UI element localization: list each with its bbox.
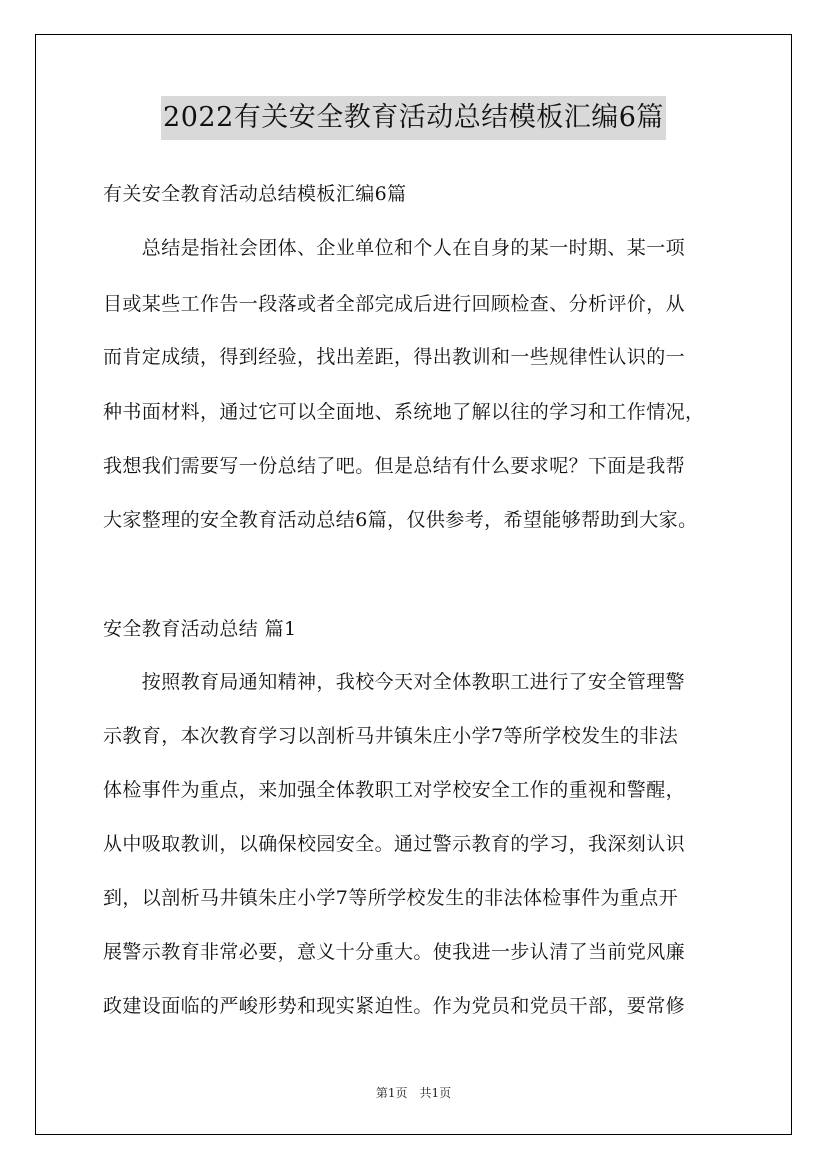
section-heading: 安全教育活动总结 篇1 [103,618,297,640]
document-title: 2022有关安全教育活动总结模板汇编6篇 [161,96,666,140]
intro-line: 目或某些工作告一段落或者全部完成后进行回顾检查、分析评价，从 [103,293,686,315]
section-line: 按照教育局通知精神，我校今天对全体教职工进行了安全管理警 [103,671,686,693]
document-subtitle: 有关安全教育活动总结模板汇编6篇 [103,183,407,205]
section-line: 政建设面临的严峻形势和现实紧迫性。作为党员和党员干部，要常修 [103,995,686,1017]
intro-line: 种书面材料，通过它可以全面地、系统地了解以往的学习和工作情况， [103,401,705,423]
section-line: 到，以剖析马井镇朱庄小学7等所学校发生的非法体检事件为重点开 [103,887,679,909]
intro-line: 而肯定成绩，得到经验，找出差距，得出教训和一些规律性认识的一 [103,346,686,368]
section-line: 从中吸取教训，以确保校园安全。通过警示教育的学习，我深刻认识 [103,833,686,855]
section-line: 示教育，本次教育学习以剖析马井镇朱庄小学7等所学校发生的非法 [103,725,679,747]
title-container [0,96,827,140]
section-line: 展警示教育非常必要，意义十分重大。使我进一步认清了当前党风廉 [103,941,686,963]
intro-line: 总结是指社会团体、企业单位和个人在自身的某一时期、某一项 [103,237,686,259]
intro-line: 大家整理的安全教育活动总结6篇，仅供参考，希望能够帮助到大家。 [103,509,698,531]
intro-line: 我想我们需要写一份总结了吧。但是总结有什么要求呢？下面是我帮 [103,455,686,477]
section-line: 体检事件为重点，来加强全体教职工对学校安全工作的重视和警醒， [103,779,686,801]
page-footer: 第1页 共1页 [375,1086,452,1100]
